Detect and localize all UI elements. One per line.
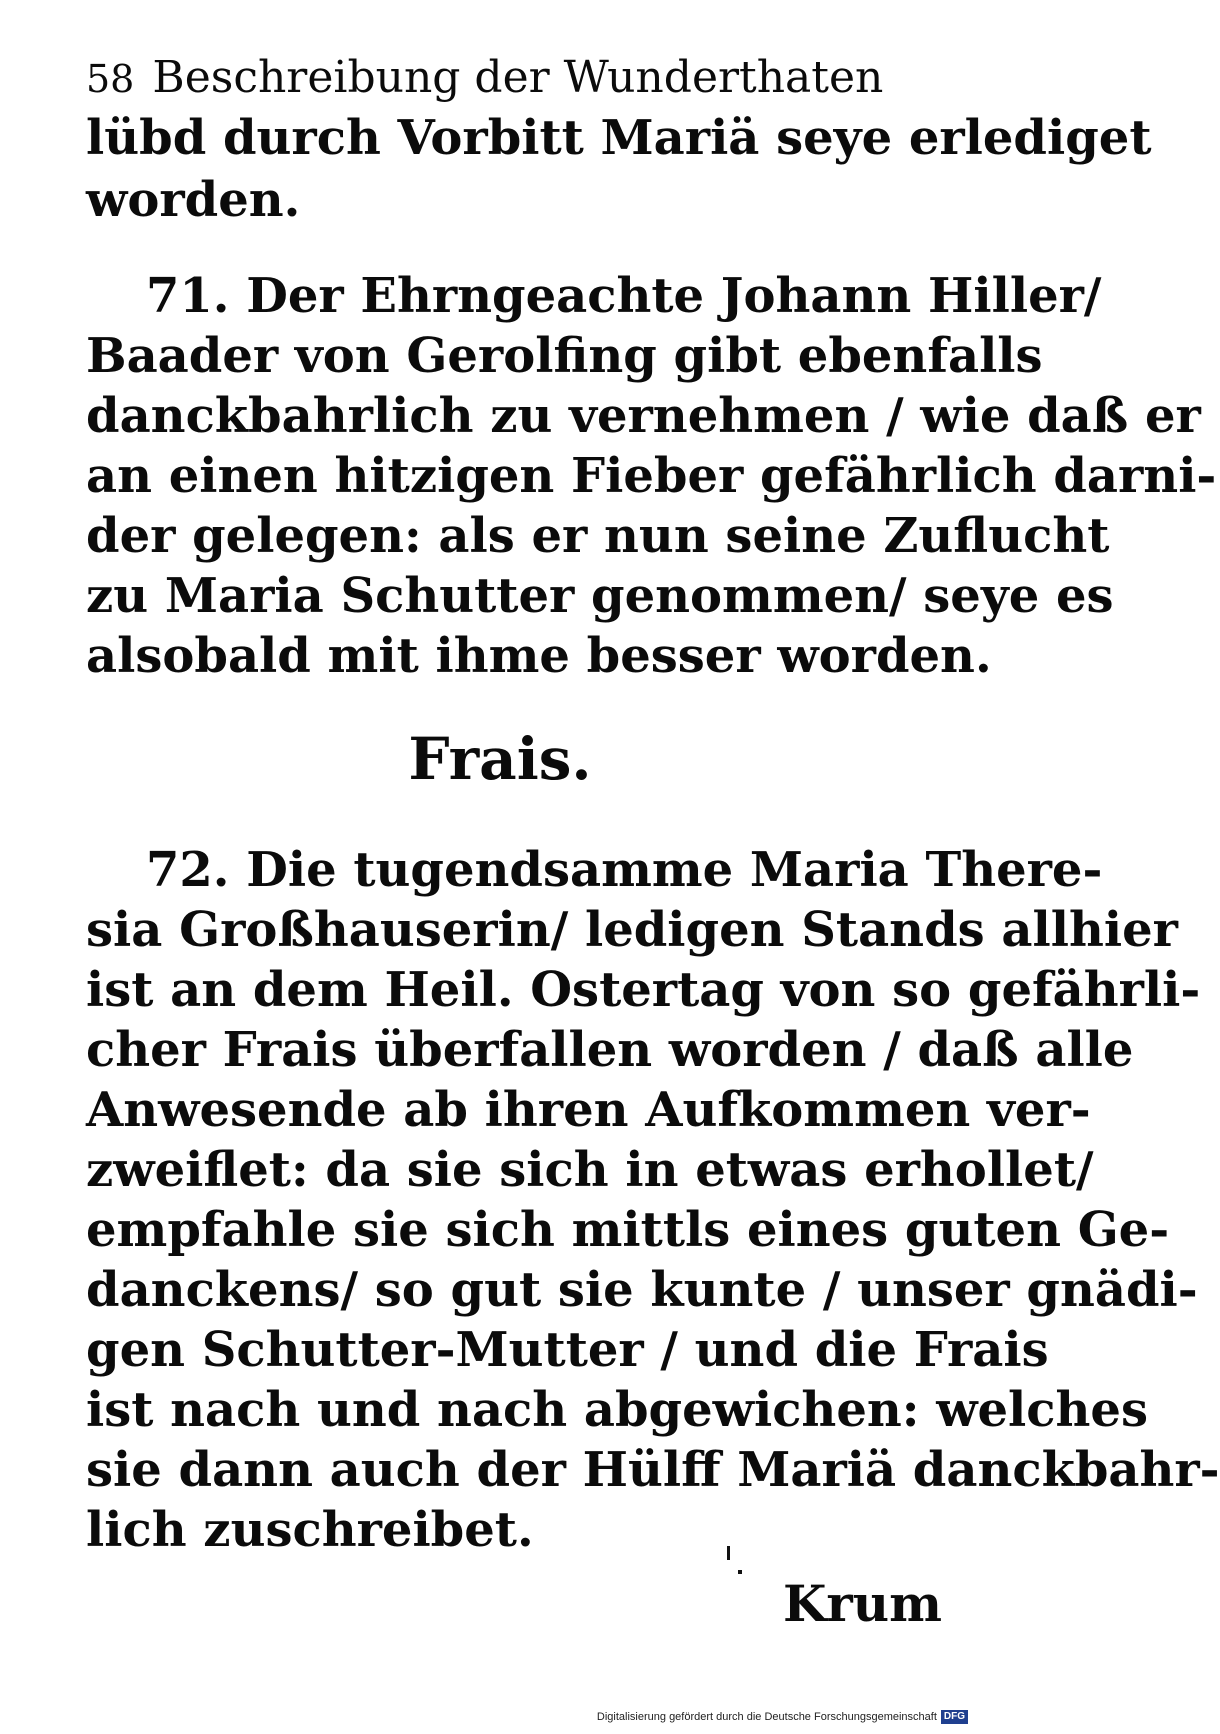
running-title: Beschreibung der Wunderthaten — [152, 52, 884, 103]
digitization-credit — [597, 1710, 968, 1724]
section-heading: Frais. — [408, 725, 592, 793]
catchword: Krum — [782, 1574, 942, 1633]
paragraph-71-first-line: 71. Der Ehrngeachte Johann Hiller/ — [146, 268, 1102, 324]
text-line: zweiflet: da sie sich in etwas erhollet/ — [86, 1142, 1094, 1198]
text-line: lübd durch Vorbitt Mariä seye erlediget — [86, 110, 1152, 166]
text-line: Anwesende ab ihren Aufkommen ver- — [86, 1082, 1091, 1138]
text-line: Baader von Gerolfing gibt ebenfalls — [86, 328, 1043, 384]
text-line: empfahle sie sich mittls eines guten Ge- — [86, 1202, 1170, 1258]
paragraph-72-first-line: 72. Die tugendsamme Maria There- — [146, 842, 1103, 898]
credit-text: Digitalisierung gefördert durch die Deutsche Forschungsgemeinschaft — [596, 1711, 937, 1723]
ink-speck — [738, 1570, 742, 1574]
text-line: an einen hitzigen Fieber gefährlich darni- — [86, 448, 1217, 504]
text-line: alsobald mit ihme besser worden. — [86, 628, 992, 684]
text-line: danckbahrlich zu vernehmen / wie daß er — [86, 388, 1201, 444]
page-header — [86, 50, 906, 107]
text-line: gen Schutter-Mutter / und die Frais — [86, 1322, 1049, 1378]
dfg-logo: DFG — [941, 1710, 968, 1724]
ink-speck — [727, 1546, 730, 1560]
text-line: worden. — [86, 172, 301, 228]
text-line: ist an dem Heil. Ostertag von so gefährli- — [86, 962, 1201, 1018]
text-line: cher Frais überfallen worden / daß alle — [86, 1022, 1134, 1078]
page-number: 58 — [86, 57, 135, 101]
text-line: sie dann auch der Hülff Mariä danckbahr- — [86, 1442, 1220, 1498]
text-line: ist nach und nach abgewichen: welches — [86, 1382, 1148, 1438]
text-line: danckens/ so gut sie kunte / unser gnädi- — [86, 1262, 1198, 1318]
text-line: der gelegen: als er nun seine Zuflucht — [86, 508, 1110, 564]
text-line: lich zuschreibet. — [86, 1502, 534, 1558]
text-line: zu Maria Schutter genommen/ seye es — [86, 568, 1114, 624]
text-line: sia Großhauserin/ ledigen Stands allhier — [86, 902, 1178, 958]
